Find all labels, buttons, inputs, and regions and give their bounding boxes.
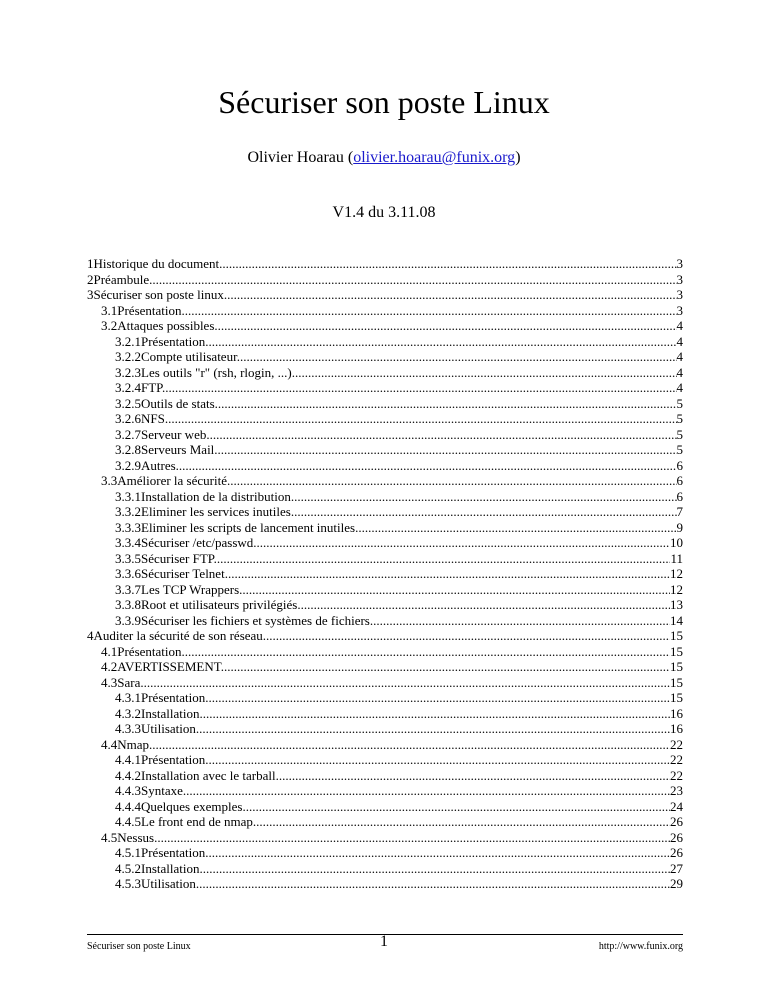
- toc-entry-label: [115, 442, 677, 458]
- toc-entry-page: 24: [670, 798, 683, 814]
- toc-entry[interactable]: [87, 334, 683, 350]
- toc-entry-text: Sécuriser /etc/passwd: [141, 535, 254, 550]
- toc-entry-number: 4.3.1: [115, 690, 141, 705]
- toc-entry[interactable]: [87, 845, 683, 861]
- toc-entry-page: 6: [676, 488, 683, 504]
- toc-entry-number: 3.2.3: [115, 364, 141, 380]
- toc-entry-page: 5: [676, 395, 683, 411]
- toc-entry-text: Sécuriser FTP: [141, 550, 214, 566]
- toc-entry-text: Historique du document: [93, 256, 220, 271]
- toc-entry-text: Installation: [141, 860, 200, 876]
- toc-entry-number: 3.3.6: [115, 566, 141, 581]
- toc-entry-label: [115, 349, 677, 365]
- toc-entry[interactable]: [87, 799, 683, 815]
- toc-entry-page: 22: [670, 752, 683, 767]
- toc-entry[interactable]: [87, 473, 683, 489]
- toc-entry-label: [115, 721, 670, 737]
- toc-entry-number: 3: [87, 287, 94, 302]
- toc-entry-number: 3.3.8: [115, 597, 141, 612]
- toc-entry-label: [115, 504, 677, 520]
- toc-entry-page: 15: [670, 659, 683, 674]
- toc-entry-text: Syntaxe: [141, 783, 183, 798]
- toc-entry-label: [115, 334, 677, 350]
- toc-entry-text: Utilisation: [141, 876, 196, 891]
- toc-entry-text: Quelques exemples: [141, 798, 243, 814]
- toc-entry-label: [87, 256, 677, 272]
- toc-entry-page: 15: [670, 628, 683, 643]
- toc-entry-page: 15: [670, 690, 683, 705]
- toc-entry-text: Sara: [117, 674, 141, 690]
- toc-entry-page: 14: [670, 612, 683, 628]
- toc-entry-text: Présentation: [141, 333, 206, 349]
- toc-entry-label: [87, 272, 677, 288]
- toc-entry-text: Présentation: [141, 752, 206, 767]
- toc-entry-label: [115, 458, 677, 474]
- toc-entry-page: 9: [676, 519, 683, 535]
- toc-entry[interactable]: [87, 768, 683, 784]
- toc-entry-page: 29: [670, 876, 683, 891]
- toc-entry-number: 3.2.9: [115, 457, 141, 473]
- toc-entry-number: 3.3.9: [115, 612, 141, 628]
- toc-entry[interactable]: [87, 287, 683, 303]
- toc-entry-text: Serveur web: [141, 426, 207, 442]
- toc-entry-number: 3.2: [101, 318, 118, 333]
- toc-entry-label: [115, 396, 677, 412]
- toc-entry-page: 4: [676, 333, 683, 349]
- toc-entry-text: Présentation: [117, 643, 182, 659]
- toc-entry-label: [115, 489, 677, 505]
- toc-entry-label: [101, 737, 670, 753]
- toc-entry-label: [115, 690, 670, 706]
- toc-entry-number: 4.4.5: [115, 814, 141, 829]
- toc-entry-page: 26: [670, 845, 683, 860]
- toc-entry-number: 4.4.4: [115, 798, 141, 814]
- toc-entry-page: 22: [670, 736, 683, 752]
- toc-entry-label: [101, 644, 670, 660]
- toc-entry-text: Les TCP Wrappers: [141, 581, 240, 597]
- toc-entry-number: 3.1: [101, 302, 118, 318]
- toc-entry-label: [101, 675, 670, 691]
- toc-entry-text: Présentation: [141, 690, 206, 705]
- document-title: Sécuriser son poste Linux: [218, 84, 550, 120]
- toc-entry[interactable]: [87, 411, 683, 427]
- toc-entry-number: 3.2.5: [115, 395, 141, 411]
- toc-entry[interactable]: [87, 349, 683, 365]
- toc-entry[interactable]: [87, 551, 683, 567]
- toc-entry[interactable]: [87, 272, 683, 288]
- toc-entry[interactable]: [87, 458, 683, 474]
- toc-entry-text: Attaques possibles: [117, 318, 215, 333]
- toc-entry-label: [115, 845, 670, 861]
- toc-entry-label: [115, 411, 677, 427]
- toc-entry-number: 4.4.1: [115, 752, 141, 767]
- toc-entry[interactable]: [87, 396, 683, 412]
- toc-entry-page: 16: [670, 705, 683, 721]
- toc-entry[interactable]: [87, 380, 683, 396]
- toc-entry-number: 3.3.7: [115, 581, 141, 597]
- toc-entry[interactable]: [87, 318, 683, 334]
- toc-entry-page: 13: [670, 597, 683, 612]
- toc-entry-page: 4: [676, 349, 683, 364]
- toc-entry-label: [115, 566, 670, 582]
- table-of-contents: [87, 256, 683, 892]
- toc-entry-text: Améliorer la sécurité: [117, 473, 227, 488]
- toc-entry[interactable]: [87, 566, 683, 582]
- toc-entry-number: 4.4.3: [115, 783, 141, 798]
- toc-entry-text: Utilisation: [141, 721, 196, 736]
- toc-entry-label: [115, 799, 670, 815]
- toc-entry[interactable]: [87, 504, 683, 520]
- toc-entry-label: [115, 582, 670, 598]
- toc-entry-page: 3: [676, 302, 683, 318]
- toc-entry[interactable]: [87, 675, 683, 691]
- toc-entry-page: 22: [670, 767, 683, 783]
- toc-entry-text: Auditer la sécurité de son réseau: [93, 628, 263, 643]
- toc-entry[interactable]: [87, 520, 683, 536]
- toc-entry-page: 4: [676, 318, 683, 333]
- toc-entry-text: AVERTISSEMENT: [117, 659, 221, 674]
- toc-entry-number: 3.2.6: [115, 411, 141, 426]
- toc-entry[interactable]: [87, 830, 683, 846]
- toc-entry-label: [101, 473, 677, 489]
- toc-entry-page: 27: [670, 860, 683, 876]
- toc-entry-number: 4.3.2: [115, 705, 141, 721]
- toc-entry-number: 1: [87, 256, 94, 271]
- toc-entry-text: Sécuriser les fichiers et systèmes de fichiers: [141, 612, 370, 628]
- toc-entry-number: 4.1: [101, 643, 118, 659]
- author-email-link[interactable]: olivier.hoarau@funix.org: [353, 149, 516, 166]
- toc-entry-number: 2: [87, 271, 94, 287]
- toc-entry-page: 10: [670, 535, 683, 550]
- toc-entry-label: [101, 659, 670, 675]
- footer-document-title: Sécuriser son poste Linux: [87, 941, 191, 952]
- toc-entry-text: Installation de la distribution: [141, 488, 291, 504]
- toc-entry-number: 3.3.4: [115, 535, 141, 550]
- toc-entry[interactable]: [87, 752, 683, 768]
- toc-entry-page: 5: [676, 442, 683, 457]
- toc-entry[interactable]: [87, 737, 683, 753]
- toc-entry-number: 3.2.1: [115, 333, 141, 349]
- toc-entry-label: [115, 597, 670, 613]
- toc-entry-label: [115, 861, 670, 877]
- toc-entry-number: 4.3: [101, 674, 118, 690]
- toc-entry-number: 4.3.3: [115, 721, 141, 736]
- toc-entry[interactable]: [87, 256, 683, 272]
- toc-entry-number: 4.2: [101, 659, 118, 674]
- toc-entry-page: 5: [676, 426, 683, 442]
- toc-entry[interactable]: [87, 706, 683, 722]
- toc-entry-text: Eliminer les scripts de lancement inutiles: [141, 519, 356, 535]
- toc-entry-number: 3.3.3: [115, 519, 141, 535]
- toc-entry-number: 3.3.2: [115, 504, 141, 519]
- toc-entry-number: 4.5.3: [115, 876, 141, 891]
- toc-entry[interactable]: [87, 721, 683, 737]
- author-line: [0, 149, 768, 167]
- author-name: Olivier Hoarau: [247, 149, 344, 166]
- toc-entry-text: NFS: [141, 411, 165, 426]
- toc-entry-label: [101, 318, 677, 334]
- toc-entry[interactable]: [87, 659, 683, 675]
- toc-entry-label: [115, 768, 670, 784]
- toc-entry-page: 11: [670, 550, 683, 566]
- toc-entry-label: [115, 551, 670, 567]
- toc-entry-page: 12: [670, 566, 683, 581]
- toc-entry-text: Sécuriser Telnet: [141, 566, 225, 581]
- toc-entry-number: 4.4: [101, 736, 118, 752]
- toc-entry-number: 3.3.1: [115, 488, 141, 504]
- toc-entry[interactable]: [87, 582, 683, 598]
- toc-entry-page: 23: [670, 783, 683, 798]
- toc-entry-number: 4.4.2: [115, 767, 141, 783]
- toc-entry[interactable]: [87, 303, 683, 319]
- toc-entry-page: 3: [676, 271, 683, 287]
- toc-entry-label: [115, 427, 677, 443]
- toc-entry[interactable]: [87, 613, 683, 629]
- toc-entry-label: [115, 752, 670, 768]
- toc-entry-label: [87, 287, 677, 303]
- toc-entry[interactable]: [87, 365, 683, 381]
- toc-entry-page: 26: [670, 814, 683, 829]
- toc-entry-page: 15: [670, 643, 683, 659]
- toc-entry-page: 6: [676, 473, 683, 488]
- toc-entry-label: [115, 380, 677, 396]
- toc-entry-page: 6: [676, 457, 683, 473]
- toc-entry-number: 3.3.5: [115, 550, 141, 566]
- toc-entry-text: Outils de stats: [141, 395, 215, 411]
- toc-entry-text: Serveurs Mail: [141, 442, 215, 457]
- toc-entry-text: Préambule: [93, 271, 150, 287]
- toc-entry-number: 4.5.1: [115, 845, 141, 860]
- toc-entry-number: 3.3: [101, 473, 118, 488]
- toc-entry-page: 4: [676, 380, 683, 395]
- toc-entry-number: 3.2.7: [115, 426, 141, 442]
- toc-entry[interactable]: [87, 442, 683, 458]
- toc-entry-number: 3.2.8: [115, 442, 141, 457]
- toc-entry-page: 26: [670, 829, 683, 845]
- footer-url: http://www.funix.org: [598, 941, 683, 952]
- toc-entry-number: 3.2.2: [115, 349, 141, 364]
- toc-entry-label: [101, 303, 677, 319]
- toc-entry[interactable]: [87, 535, 683, 551]
- toc-entry-label: [115, 814, 670, 830]
- toc-entry-label: [115, 876, 670, 892]
- toc-entry-label: [115, 365, 677, 381]
- toc-entry-page: 12: [670, 581, 683, 597]
- toc-entry-label: [115, 706, 670, 722]
- toc-entry-number: 4.5: [101, 829, 118, 845]
- toc-entry-text: Installation: [141, 705, 200, 721]
- toc-entry-text: Eliminer les services inutiles: [141, 504, 291, 519]
- toc-entry-number: 4.5.2: [115, 860, 141, 876]
- author-paren-close: ): [515, 149, 521, 166]
- toc-entry-page: 3: [676, 256, 683, 271]
- author-paren-open: (: [343, 149, 354, 166]
- toc-entry[interactable]: [87, 489, 683, 505]
- toc-entry[interactable]: [87, 597, 683, 613]
- toc-entry-text: Présentation: [117, 302, 182, 318]
- toc-entry-text: Autres: [141, 457, 176, 473]
- toc-entry-text: Compte utilisateur: [141, 349, 237, 364]
- toc-entry-number: 4: [87, 628, 94, 643]
- toc-entry[interactable]: [87, 628, 683, 644]
- toc-entry[interactable]: [87, 427, 683, 443]
- toc-entry-text: Sécuriser son poste linux: [93, 287, 224, 302]
- toc-entry-page: 4: [676, 364, 683, 380]
- toc-entry-text: Le front end de nmap: [141, 814, 253, 829]
- toc-entry-page: 5: [676, 411, 683, 426]
- toc-entry-page: 7: [676, 504, 683, 519]
- toc-entry-label: [115, 783, 670, 799]
- toc-entry-label: [87, 628, 670, 644]
- toc-entry-label: [115, 520, 677, 536]
- toc-entry[interactable]: [87, 644, 683, 660]
- toc-entry-page: 16: [670, 721, 683, 736]
- toc-entry-label: [115, 535, 670, 551]
- toc-entry-text: Installation avec le tarball: [141, 767, 276, 783]
- toc-entry[interactable]: [87, 814, 683, 830]
- toc-entry-text: FTP: [141, 380, 162, 395]
- toc-entry-page: 3: [676, 287, 683, 302]
- toc-entry-page: 15: [670, 674, 683, 690]
- toc-entry[interactable]: [87, 876, 683, 892]
- toc-entry-text: Nessus: [117, 829, 155, 845]
- toc-entry-label: [101, 830, 670, 846]
- toc-entry-text: Les outils "r" (rsh, rlogin, ...): [141, 364, 292, 380]
- toc-entry-text: Root et utilisateurs privilégiés: [141, 597, 298, 612]
- footer-page-number: 1: [380, 933, 388, 950]
- toc-entry-text: Présentation: [141, 845, 206, 860]
- toc-entry[interactable]: [87, 861, 683, 877]
- toc-entry[interactable]: [87, 783, 683, 799]
- toc-entry-text: Nmap: [117, 736, 150, 752]
- toc-entry-label: [115, 613, 670, 629]
- toc-entry-number: 3.2.4: [115, 380, 141, 395]
- version-line: V1.4 du 3.11.08: [332, 204, 436, 221]
- toc-entry[interactable]: [87, 690, 683, 706]
